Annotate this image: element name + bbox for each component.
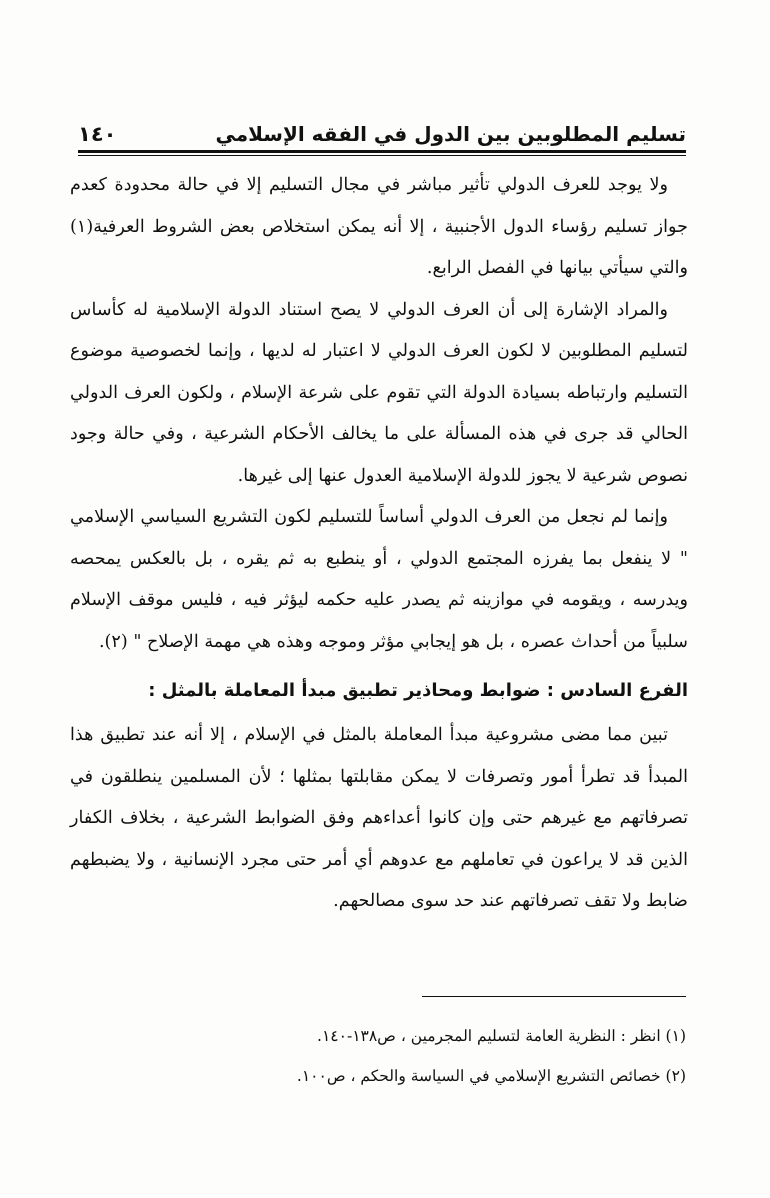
running-header [78, 112, 686, 146]
header-rule [78, 150, 686, 153]
page-number: ١٤٠ [78, 122, 117, 146]
main-text [70, 165, 688, 923]
footnote-1: (١) انظر : النظرية العامة لتسليم المجرمين ، ص١٣٨-١٤٠. [317, 1027, 686, 1045]
header-title: تسليم المطلوبين بين الدول في الفقه الإسلامي [215, 122, 686, 146]
paragraph-3: وإنما لم نجعل من العرف الدولي أساساً للتسليم لكون التشريع السياسي الإسلامي " لا ينفعل بما يفرزه المجتمع الدولي ، أو ينطبع به ثم يقره ، بل بالعكس يمحصه ويدرسه ، ويقومه في موازينه ثم يصدر عليه حكمه ليؤثر فيه ، فليس موقف الإسلام سلبياً من أحداث عصره ، بل هو إيجابي مؤثر وموجه وهذه هي مهمة الإصلاح " (٢). [70, 507, 688, 652]
footnote-separator [422, 996, 686, 997]
paragraph-2: والمراد الإشارة إلى أن العرف الدولي لا يصح استناد الدولة الإسلامية له كأساس لتسليم المطلوبين لا لكون العرف الدولي لا اعتبار له لديها ، وإنما لخصوصية موضوع التسليم وارتباطه بسيادة الدولة التي تقوم على شرعة الإسلام ، ولكون العرف الدولي الحالي قد جرى في هذه المسألة على ما يخالف الأحكام الشرعية ، وفي حالة وجود نصوص شرعية لا يجوز للدولة الإسلامية العدول عنها إلى غيرها. [70, 299, 688, 486]
header-rule-thin [78, 155, 686, 156]
paragraph-4: تبين مما مضى مشروعية مبدأ المعاملة بالمثل في الإسلام ، إلا أنه عند تطبيق هذا المبدأ قد تطرأ أمور وتصرفات لا يمكن مقابلتها بمثلها ؛ لأن المسلمين ينطلقون في تصرفاتهم مع غيرهم حتى وإن كانوا أعداءهم وفق الضوابط الشرعية ، بخلاف الكفار الذين قد لا يراعون في تعاملهم مع عدوهم أي أمر حتى مجرد الإنسانية ، ولا يضبطهم ضابط ولا تقف تصرفاتهم عند حد سوى مصالحهم. [70, 725, 688, 911]
paragraph-1: ولا يوجد للعرف الدولي تأثير مباشر في مجال التسليم إلا في حالة محدودة كعدم جواز تسليم رؤساء الدول الأجنبية ، إلا أنه يمكن استخلاص بعض الشروط العرفية(١) والتي سيأتي بيانها في الفصل الرابع. [70, 175, 688, 278]
footnote-2: (٢) خصائص التشريع الإسلامي في السياسة والحكم ، ص١٠٠. [296, 1067, 686, 1085]
section-heading: الفرع السادس : ضوابط ومحاذير تطبيق مبدأ المعاملة بالمثل : [148, 680, 688, 701]
footnotes [80, 1016, 686, 1096]
